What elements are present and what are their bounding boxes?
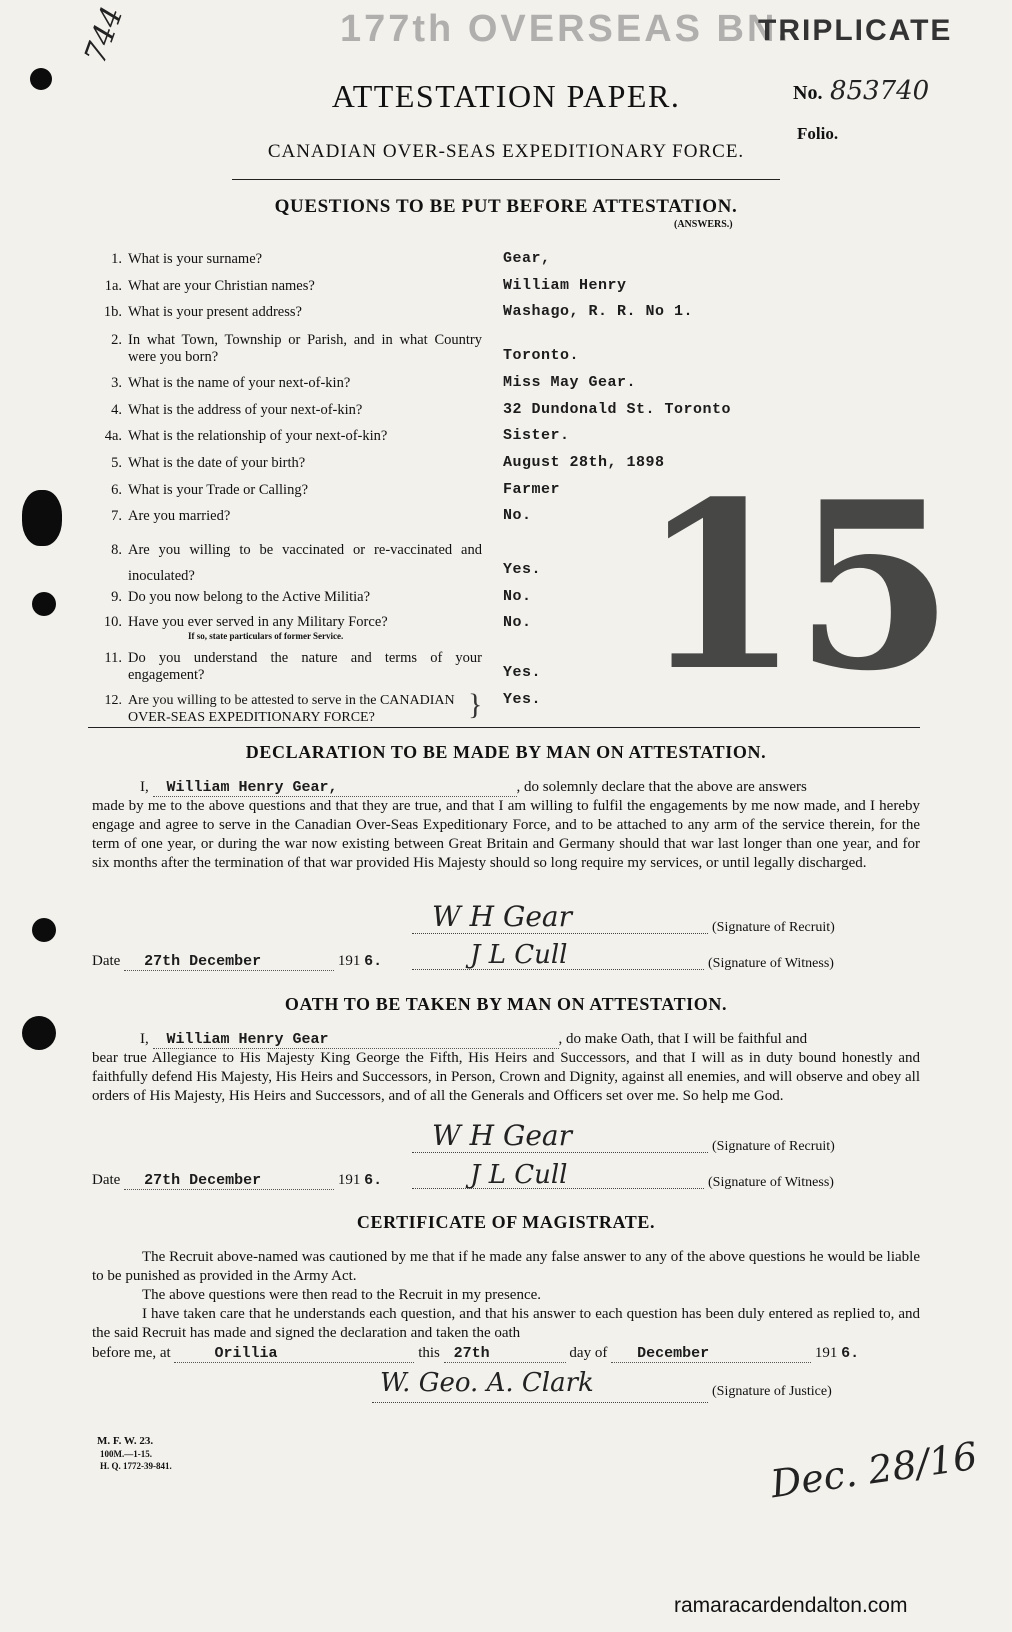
document-title: ATTESTATION PAPER. — [331, 78, 681, 114]
regimental-number: No. 853740 — [793, 76, 930, 106]
declaration-date-line: Date 27th December 191 6. — [92, 953, 383, 970]
battalion-stamp: 177th OVERSEAS BN. — [340, 8, 791, 50]
declaration-recruit-label: (Signature of Recruit) — [712, 920, 835, 935]
oath-witness-signature: J L Cull — [470, 1160, 568, 1190]
watermark: ramaracardendalton.com — [674, 1594, 908, 1617]
certificate-heading: CERTIFICATE OF MAGISTRATE. — [356, 1212, 656, 1232]
declaration-recruit-signature: W H Gear — [432, 900, 573, 933]
oath-date-line: Date 27th December 191 6. — [92, 1172, 383, 1189]
punch-hole — [22, 490, 62, 546]
punch-hole — [32, 592, 56, 616]
answer-surname: Gear, — [503, 250, 551, 267]
answer-understand-terms: Yes. — [503, 664, 542, 681]
answer-next-of-kin: Miss May Gear. — [503, 374, 637, 391]
questions-heading: QUESTIONS TO BE PUT BEFORE ATTESTATION. — [274, 196, 738, 217]
justice-signature: W. Geo. A. Clark — [380, 1368, 594, 1398]
form-code: M. F. W. 23. — [97, 1435, 154, 1447]
brace: } — [468, 688, 483, 721]
attestation-paper: 744 177th OVERSEAS BN. TRIPLICATE ATTESTATION PAPER. No. 853740 Folio. CANADIAN OVER-SEAS EXPEDITIONARY FORCE. QUESTIONS TO BE PUT BEFORE ATTESTATION. (ANSWERS.) 1. What is your surname? Gear, 1a. What are your Christian names? William Henry 1b. What is your present address? Washago, R. R. No 1. 2. In what Town, Township or Parish, and in what Country were you born? Toronto. 3. What is the name of your next-of-kin? Miss May Gear. 4. What is the address of your next-of-kin? 32 Dundonald St. Toronto 4a. What is the relationship of your next-of-kin? Sister. 5. What is the date of your birth? August 28th, 1898 6. What is your Trade or Calling? Farmer 7. Are you married? No. 8. Are you willing to be vaccinated or re-vaccinated and inoculated? Yes. 9. Do you now belong to the Active Militia? No. 10. Have you ever served in any Military Force? If so, state particulars of former Service. No. 11. Do you understand the nature and terms of your engagement? Yes. 12. Are you willing to be attested to serve in the CANADIAN OVER-SEAS EXPEDITIONARY FORCE? } Yes. 15 DECLARATION TO BE MADE BY MAN ON ATTESTATION. I, William Henry Gear, , do solemnly declare that the above are answers made by me to the above questions and that they are true, and that I am willing to fulfil the engagements by me now made, and I hereby engage and agree to serve in the Canadian Over-Seas Expeditionary Force, and to be attached to any arm of the service therein, for the term of one year, or during the war now existing between Great Britain and Germany should that war last longer than one year, and for six months after the termination of that war provided His Majesty should so long require my services, or until legally discharged. W H Gear (Signature of Recruit) Date 27th December 191 6. J L Cull (Signature of Witness) OATH TO BE TAKEN BY MAN ON ATTESTATION. I, William Henry Gear , do make Oath, that I will be faithful and bear true Allegiance to His Majesty King George the Fifth, His Heirs and Successors, and that I will as in duty bound honestly and faithfully defend His Majesty, His Heirs and Successors, in Person, Crown and Dignity, against all enemies, and will observe and obey all orders of His Majesty, His Heirs and Successors, and of all the Generals and Officers set over me. So help me God. W H Gear (Signature of Recruit) Date 27th December 191 6. J L Cull (Signature of Witness) CERTIFICATE OF MAGISTRATE. The Recruit above-named was cautioned by me that if he made any false answer to any of the above questions he would be liable to be punished as provided in the Army Act. The above questions were then read to the Recruit in my presence. I have taken care that he understands each question, and that his answer to each question has been duly entered as replied to, and the said Recruit has made and signed the declaration and taken the oath before me, at Orillia this 27th day of December 191 6. W. Geo. A. Clark (Signature of Justice) M. F. W. 23. 100M.—1-15. H. Q. 1772-39-841. Dec. 28/16 ramaracardendalton.com — [0, 0, 1012, 1632]
answer-military-service: No. — [503, 614, 532, 631]
document-subtitle: CANADIAN OVER-SEAS EXPEDITIONARY FORCE. — [267, 141, 745, 162]
folio-label: Folio. — [797, 124, 839, 143]
oath-recruit-signature: W H Gear — [432, 1119, 573, 1152]
triplicate-stamp: TRIPLICATE — [758, 14, 953, 47]
certificate-day: 27th — [444, 1345, 566, 1363]
handwritten-date: Dec. 28/16 — [767, 1433, 980, 1507]
oath-date: 27th December — [124, 1172, 334, 1190]
declaration-first-line: I, William Henry Gear, , do solemnly declare that the above are answers — [140, 779, 807, 796]
answer-willing-to-serve: Yes. — [503, 691, 542, 708]
oath-heading: OATH TO BE TAKEN BY MAN ON ATTESTATION. — [284, 994, 728, 1014]
margin-note: 744 — [78, 2, 131, 68]
answer-relationship: Sister. — [503, 427, 570, 444]
hq-line: H. Q. 1772-39-841. — [100, 1461, 172, 1471]
oath-recruit-label: (Signature of Recruit) — [712, 1139, 835, 1154]
answer-christian-names: William Henry — [503, 277, 627, 294]
oath-first-line: I, William Henry Gear , do make Oath, that I will be faithful and — [140, 1031, 808, 1048]
answer-birth-date: August 28th, 1898 — [503, 454, 665, 471]
oath-body: bear true Allegiance to His Majesty King George the Fifth, His Heirs and Successors, and that I will as in duty bound honestly and faithfully defend His Majesty, His Heirs and Successors, in Person, Crown and Dignity, against all enemies, and will observe and obey all orders of His Majesty, His Heirs and Successors, and of all the Generals and Officers set over me. So help me God. — [92, 1050, 920, 1104]
signature-line — [412, 969, 704, 970]
answer-vaccinated: Yes. — [503, 561, 542, 578]
signature-line — [412, 933, 708, 934]
declaration-date: 27th December — [124, 953, 334, 971]
signature-line — [412, 1188, 704, 1189]
answer-married: No. — [503, 507, 532, 524]
justice-label: (Signature of Justice) — [712, 1384, 832, 1399]
declaration-body: made by me to the above questions and that they are true, and that I am willing to fulfil the engagements by me now made, and I hereby engage and agree to serve in the Canadian Over-Seas Expeditionary Force, and to be attached to any arm of the service therein, for the term of one year, or during the war now existing between Great Britain and Germany should that war last longer than one year, and for six months after the termination of that war provided His Majesty should so long require my services, or until legally discharged. — [92, 798, 920, 871]
certificate-paragraph-3: I have taken care that he understands each question, and that his answer to each question has been duly entered as replied to, and the said Recruit has made and signed the declaration and taken the oath — [92, 1306, 920, 1341]
signature-line — [412, 1152, 708, 1153]
answer-birthplace: Toronto. — [503, 347, 580, 364]
declaration-witness-signature: J L Cull — [470, 940, 568, 970]
certificate-paragraph-2: The above questions were then read to the Recruit in my presence. — [142, 1287, 542, 1303]
print-line: 100M.—1-15. — [100, 1449, 152, 1459]
certificate-place-line: before me, at Orillia this 27th day of December 191 6. — [92, 1345, 860, 1362]
answer-militia: No. — [503, 588, 532, 605]
oath-witness-label: (Signature of Witness) — [708, 1175, 834, 1190]
divider — [232, 179, 780, 180]
oath-name: William Henry Gear — [153, 1031, 559, 1049]
divider — [88, 727, 920, 728]
answer-trade: Farmer — [503, 481, 561, 498]
certificate-paragraph-1: The Recruit above-named was cautioned by me that if he made any false answer to any of the above questions he would be liable to be punished as provided in the Army Act. — [92, 1249, 920, 1284]
punch-hole — [32, 918, 56, 942]
answer-next-of-kin-address: 32 Dundonald St. Toronto — [503, 401, 732, 418]
punch-hole — [22, 1016, 56, 1050]
certificate-month: December — [611, 1345, 811, 1363]
answers-label: (ANSWERS.) — [674, 219, 733, 230]
declaration-name: William Henry Gear, — [153, 779, 517, 797]
question-10-note: If so, state particulars of former Service. — [188, 631, 344, 641]
declaration-witness-label: (Signature of Witness) — [708, 956, 834, 971]
declaration-heading: DECLARATION TO BE MADE BY MAN ON ATTESTATION. — [245, 742, 767, 762]
large-number-stamp: 15 — [640, 452, 949, 722]
answer-address: Washago, R. R. No 1. — [503, 303, 694, 320]
signature-line — [372, 1402, 708, 1403]
certificate-place: Orillia — [174, 1345, 414, 1363]
